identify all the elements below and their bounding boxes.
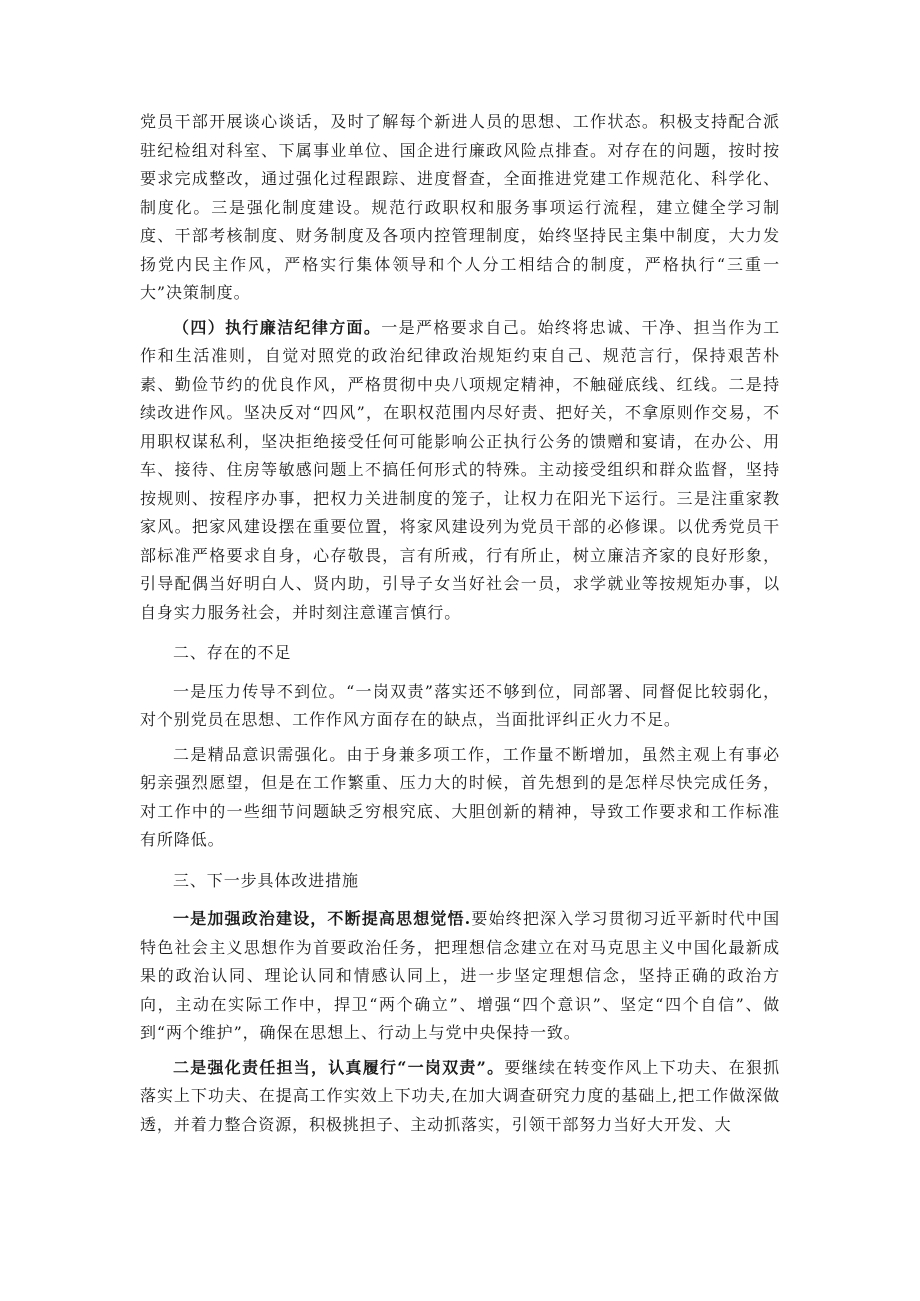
- paragraph-improvement-1: [140, 905, 780, 1048]
- paragraph-continued: 党员干部开展谈心谈话，及时了解每个新进人员的思想、工作状态。积极支持配合派驻纪检组对科室、下属事业单位、国企进行廉政风险点排查。对存在的问题，按时按要求完成整改，通过强化过程跟踪、进度督查，全面推进党建工作规范化、科学化、制度化。三是强化制度建设。规范行政职权和服务事项运行流程，建立健全学习制度、干部考核制度、财务制度及各项内控管理制度，始终坚持民主集中制度，大力发扬党内民主作风，严格实行集体领导和个人分工相结合的制度，严格执行“三重一大”决策制度。: [140, 112, 780, 302]
- paragraph-integrity-discipline: [140, 314, 780, 628]
- paragraph-improvement-2: [140, 1054, 780, 1140]
- section-heading-integrity: （四）执行廉洁纪律方面。: [173, 317, 382, 337]
- heading-improvements: 三、下一步具体改进措施: [173, 870, 359, 890]
- paragraph-text: 要继续在转变作风上下功夫、在狠抓落实上下功夫、在提高工作实效上下功夫,在加大调查研究力度的基础上,把工作做深做透，并着力整合资源，积极挑担子、主动抓落实，引领干部努力当好大开发、大: [140, 1057, 780, 1134]
- document-body: [140, 108, 780, 1145]
- improvement-2-title: 二是强化责任担当，认真履行“一岗双责”。: [173, 1057, 505, 1077]
- paragraph-shortcoming-2: 二是精品意识需强化。由于身兼多项工作，工作量不断增加，虽然主观上有事必躬亲强烈愿望，但是在工作繁重、压力大的时候，首先想到的是怎样尽快完成任务，对工作中的一些细节问题缺乏穷根究底、大胆创新的精神，导致工作要求和工作标准有所降低。: [140, 744, 780, 849]
- heading-shortcomings: 二、存在的不足: [173, 643, 292, 662]
- paragraph-shortcoming-1: 一是压力传导不到位。“一岗双责”落实还不够到位，同部署、同督促比较弱化，对个别党员在思想、工作作风方面存在的缺点，当面批评纠正火力不足。: [140, 681, 780, 729]
- improvement-1-title: 一是加强政治建设，不断提高思想觉悟.: [173, 909, 472, 928]
- paragraph-text: 要始终把深入学习贯彻习近平新时代中国特色社会主义思想作为首要政治任务，把理想信念建立在对马克思主义中国化最新成果的政治认同、理论认同和情感认同上，进一步坚定理想信念，坚持正确的政治方向，主动在实际工作中，捍卫“两个确立”、增强“四个意识”、坚定“四个自信”、做到“两个维护”，确保在思想上、行动上与党中央保持一致。: [140, 909, 780, 1042]
- paragraph-text: 一是严格要求自己。始终将忠诚、干净、担当作为工作和生活准则，自觉对照党的政治纪律政治规矩约束自己、规范言行，保持艰苦朴素、勤俭节约的优良作风，严格贯彻中央八项规定精神，不触碰底线、红线。二是持续改进作风。坚决反对“四风”，在职权范围内尽好责、把好关，不拿原则作交易，不用职权谋私利，坚决拒绝接受任何可能影响公正执行公务的馈赠和宴请，在办公、用车、接待、住房等敏感问题上不搞任何形式的特殊。主动接受组织和群众监督，坚持按规则、按程序办事，把权力关进制度的笼子，让权力在阳光下运行。三是注重家教家风。把家风建设摆在重要位置，将家风建设列为党员干部的必修课。以优秀党员干部标准严格要求自身，心存敬畏，言有所戒，行有所止，树立廉洁齐家的良好形象，引导配偶当好明白人、贤内助，引导子女当好社会一员，求学就业等按规矩办事，以自身实力服务社会，并时刻注意谨言慎行。: [140, 317, 780, 622]
